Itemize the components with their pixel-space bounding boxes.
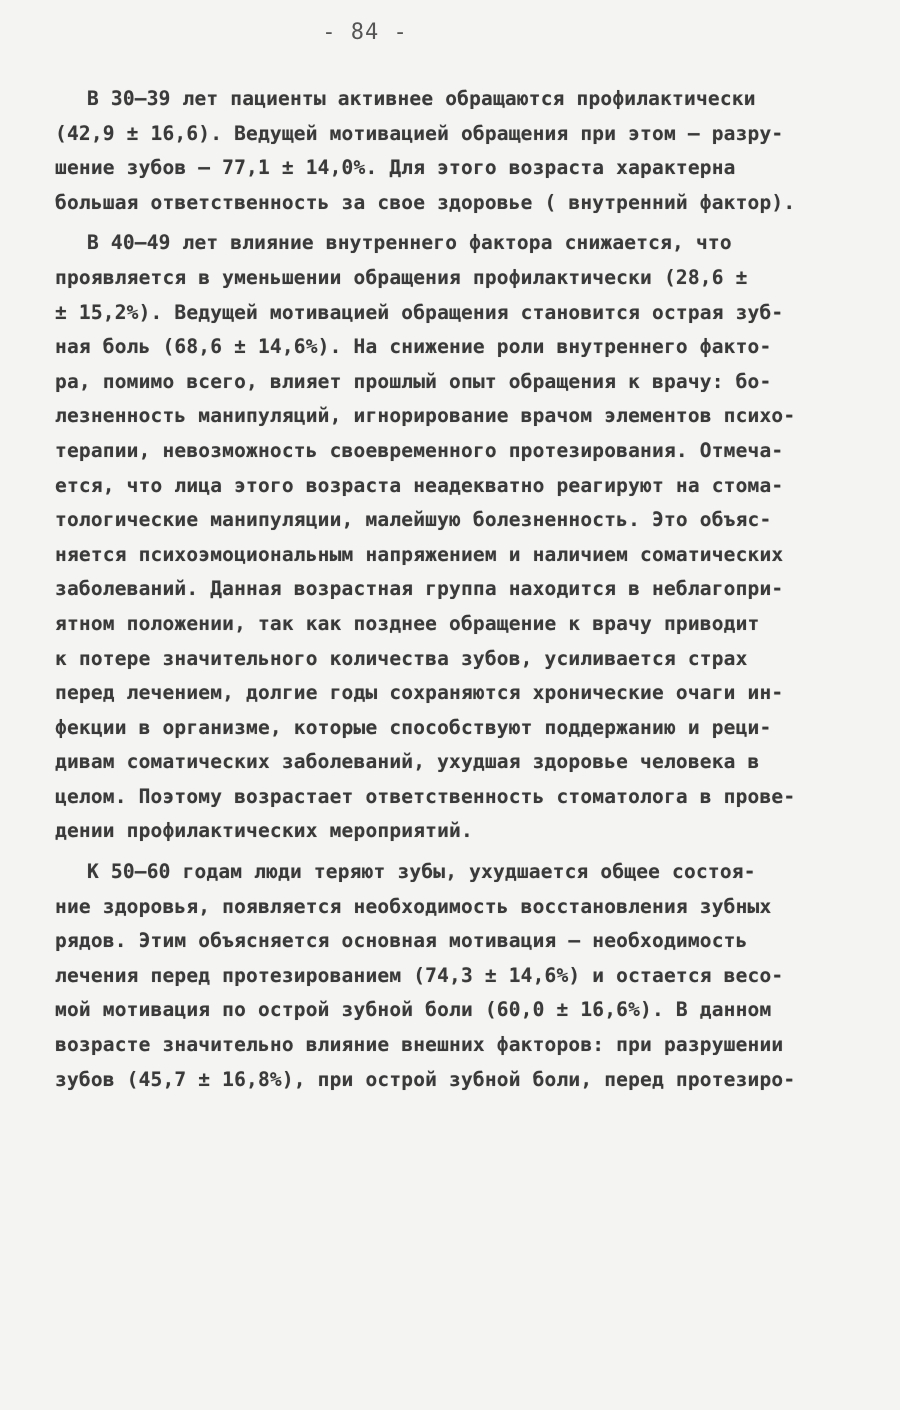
text-line: зубов (45,7 ± 16,8%), при острой зубной боли, перед протезиро- <box>55 1067 796 1091</box>
text-line: фекции в организме, которые способствуют поддержанию и реци- <box>55 715 772 739</box>
text-line: большая ответственность за свое здоровье ( внутренний фактор). <box>55 190 796 214</box>
text-line: няется психоэмоциональным напряжением и наличием соматических <box>55 542 784 566</box>
text-line: лезненность манипуляций, игнорирование врачом элементов психо- <box>55 404 796 428</box>
text-line: мой мотивация по острой зубной боли (60,0 ± 16,6%). В данном <box>55 998 772 1022</box>
text-line: рядов. Этим объясняется основная мотивация – необходимость <box>55 929 748 953</box>
text-line: шение зубов – 77,1 ± 14,0%. Для этого возраста характерна <box>55 156 736 180</box>
body-text <box>55 82 855 1097</box>
text-line: дении профилактических мероприятий. <box>55 819 473 843</box>
paragraph-2 <box>55 226 855 849</box>
text-line: ятном положении, так как позднее обращение к врачу приводит <box>55 611 760 635</box>
page-number: - 84 - <box>322 20 408 45</box>
text-line: проявляется в уменьшении обращения профилактически (28,6 ± <box>55 265 748 289</box>
text-line: К 50–60 годам люди теряют зубы, ухудшается общее состоя- <box>87 860 756 884</box>
text-line: возрасте значительно влияние внешних факторов: при разрушении <box>55 1033 784 1057</box>
text-line: дивам соматических заболеваний, ухудшая здоровье человека в <box>55 750 760 774</box>
text-line: ние здоровья, появляется необходимость восстановления зубных <box>55 894 772 918</box>
text-line: лечения перед протезированием (74,3 ± 14,6%) и остается весо- <box>55 963 784 987</box>
text-line: перед лечением, долгие годы сохраняются хронические очаги ин- <box>55 681 784 705</box>
text-line: ра, помимо всего, влияет прошлый опыт обращения к врачу: бо- <box>55 369 772 393</box>
text-line: тологические манипуляции, малейшую болезненность. Это объяс- <box>55 508 772 532</box>
text-line: целом. Поэтому возрастает ответственность стоматолога в прове- <box>55 784 796 808</box>
text-line: ется, что лица этого возраста неадекватно реагируют на стома- <box>55 473 784 497</box>
text-line: В 30–39 лет пациенты активнее обращаются профилактически <box>87 87 756 110</box>
paragraph-3 <box>55 855 855 1097</box>
text-line: заболеваний. Данная возрастная группа находится в неблагопри- <box>55 577 784 601</box>
text-line: терапии, невозможность своевременного протезирования. Отмеча- <box>55 438 784 462</box>
paragraph-1 <box>55 82 855 220</box>
text-line: В 40–49 лет влияние внутреннего фактора снижается, что <box>87 231 732 255</box>
text-line: ная боль (68,6 ± 14,6%). На снижение роли внутреннего факто- <box>55 335 772 359</box>
text-line: (42,9 ± 16,6). Ведущей мотивацией обращения при этом – разру- <box>55 121 784 145</box>
text-line: к потере значительного количества зубов, усиливается страх <box>55 646 748 670</box>
text-line: ± 15,2%). Ведущей мотивацией обращения становится острая зуб- <box>55 300 784 324</box>
